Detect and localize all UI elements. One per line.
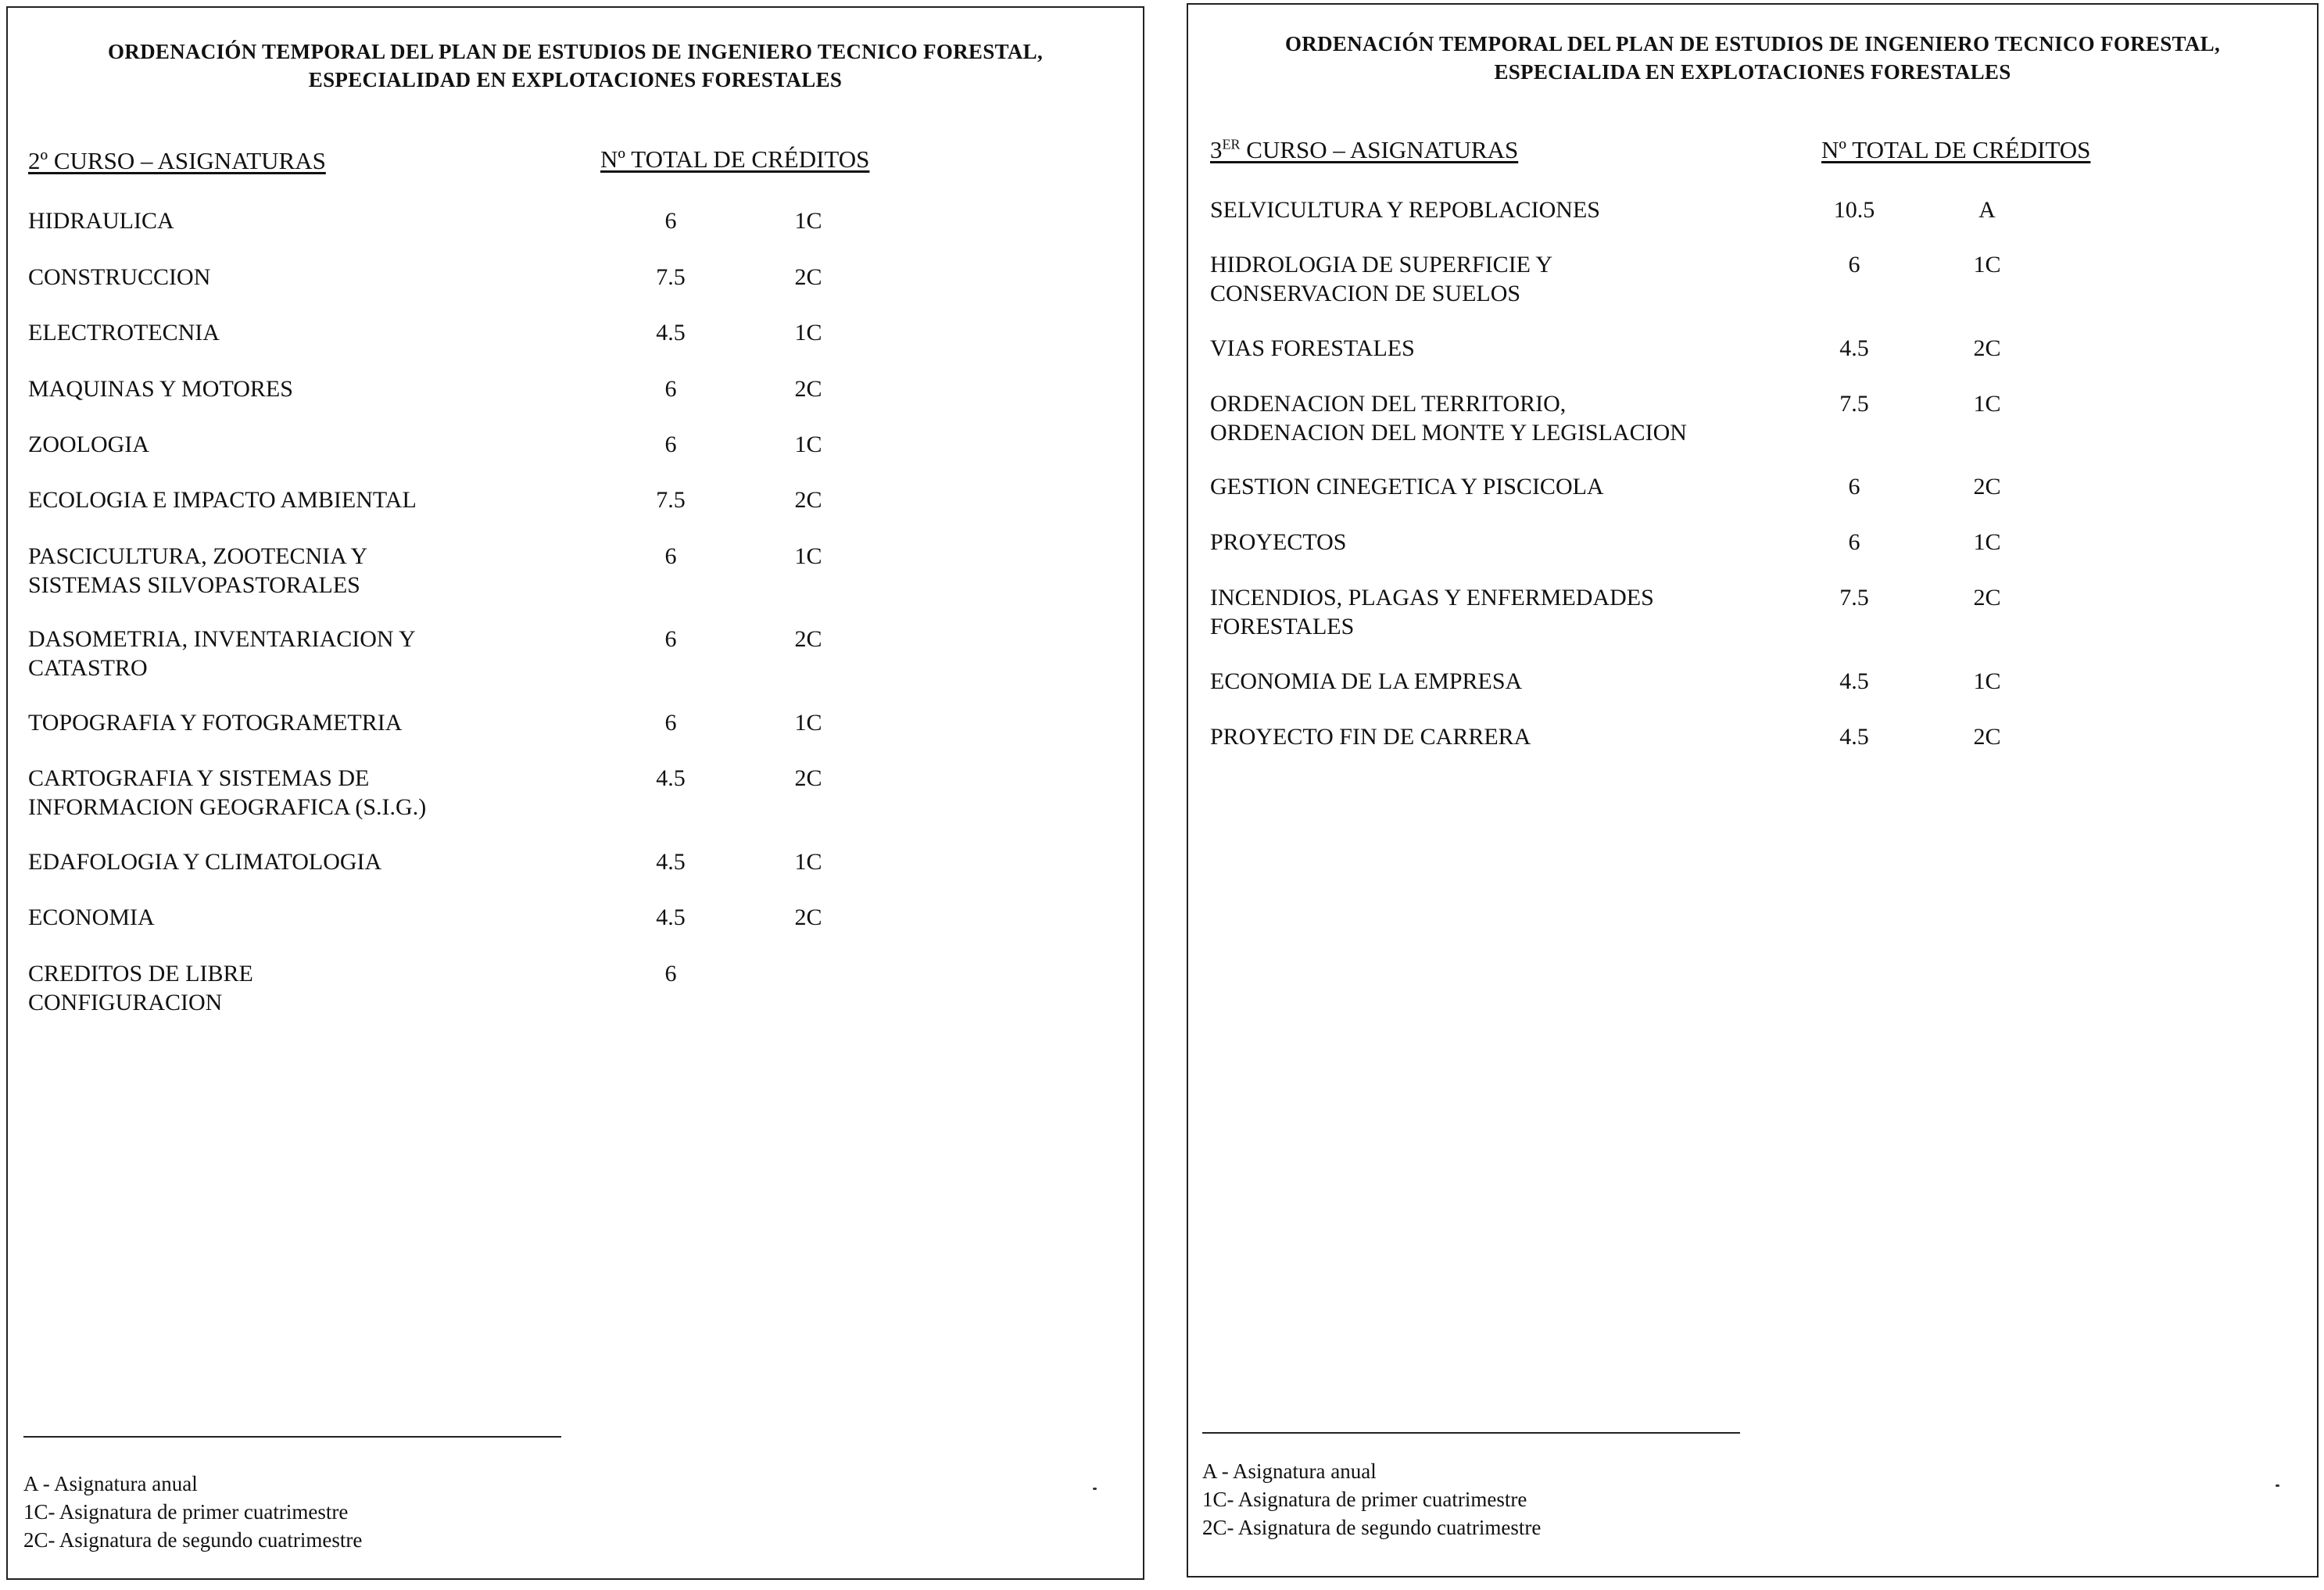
period-value: 1C [1973, 391, 2001, 417]
subject-name: ORDENACION DEL TERRITORIO, ORDENACION DEL MONTE Y LEGISLACION [1210, 391, 1687, 446]
scan-speck [1093, 1488, 1097, 1490]
subject-name: VIAS FORESTALES [1210, 335, 1415, 361]
period-value: 1C [794, 710, 822, 736]
period-value: 1C [794, 432, 822, 457]
subject-name: CONSTRUCCION [28, 264, 211, 290]
period-value: 2C [794, 765, 822, 791]
footnote-divider [1202, 1432, 1740, 1434]
credits-value: 7.5 [1839, 585, 1869, 611]
period-value: 2C [794, 904, 822, 930]
header-course-superscript: ER [1222, 136, 1241, 152]
subject-name: PROYECTO FIN DE CARRERA [1210, 724, 1531, 750]
period-value: 2C [794, 264, 822, 290]
period-value: 1C [1973, 529, 2001, 555]
subjects-header [1210, 136, 1518, 164]
credits-value: 4.5 [656, 849, 686, 875]
header-course-label: CURSO – ASIGNATURAS [1240, 136, 1519, 163]
subject-name: INCENDIOS, PLAGAS Y ENFERMEDADES FORESTALES [1210, 585, 1654, 639]
footnote-divider [23, 1436, 561, 1438]
legend-item: 2C- Asignatura de segundo cuatrimestre [1202, 1516, 1542, 1539]
credits-value: 6 [664, 376, 677, 402]
subject-name: ECONOMIA [28, 904, 155, 930]
credits-value: 6 [664, 626, 677, 652]
title-line-2: ESPECIALIDAD EN EXPLOTACIONES FORESTALES [308, 68, 843, 91]
title-line-1: ORDENACIÓN TEMPORAL DEL PLAN DE ESTUDIOS DE INGENIERO TECNICO FORESTAL, [107, 40, 1044, 63]
period-value: 2C [1973, 474, 2001, 500]
period-value: 2C [1973, 724, 2001, 750]
period-value: 2C [794, 626, 822, 652]
subject-name: CARTOGRAFIA Y SISTEMAS DE INFORMACION GEOGRAFICA (S.I.G.) [28, 765, 427, 820]
period-value: A [1978, 197, 1996, 223]
scan-speck [2276, 1484, 2279, 1487]
period-value: 1C [794, 208, 822, 234]
subject-name: HIDROLOGIA DE SUPERFICIE Y CONSERVACION DE SUELOS [1210, 252, 1553, 306]
period-value: 1C [794, 543, 822, 569]
subject-name: ZOOLOGIA [28, 432, 149, 457]
credits-value: 6 [664, 432, 677, 457]
page-title [8, 38, 1143, 94]
credits-value: 4.5 [1839, 335, 1869, 361]
title-line-2: ESPECIALIDA EN EXPLOTACIONES FORESTALES [1494, 60, 2011, 84]
subject-name: DASOMETRIA, INVENTARIACION Y CATASTRO [28, 626, 416, 681]
credits-value: 6 [664, 543, 677, 569]
credits-value: 4.5 [656, 765, 686, 791]
credits-value: 4.5 [1839, 724, 1869, 750]
credits-header: Nº TOTAL DE CRÉDITOS [600, 145, 870, 173]
credits-header: Nº TOTAL DE CRÉDITOS [1821, 136, 2091, 163]
credits-value: 4.5 [656, 904, 686, 930]
credits-value: 6 [1848, 474, 1860, 500]
legend-item: A - Asignatura anual [23, 1472, 198, 1495]
subject-name: PROYECTOS [1210, 529, 1347, 555]
period-value: 2C [1973, 335, 2001, 361]
subject-name: GESTION CINEGETICA Y PISCICOLA [1210, 474, 1604, 500]
subject-name: ECONOMIA DE LA EMPRESA [1210, 668, 1523, 694]
subject-name: TOPOGRAFIA Y FOTOGRAMETRIA [28, 710, 403, 736]
title-line-1: ORDENACIÓN TEMPORAL DEL PLAN DE ESTUDIOS DE INGENIERO TECNICO FORESTAL, [1284, 32, 2221, 56]
legend [23, 1470, 362, 1554]
credits-value: 4.5 [656, 320, 686, 346]
legend-item: 2C- Asignatura de segundo cuatrimestre [23, 1528, 363, 1552]
subject-name: EDAFOLOGIA Y CLIMATOLOGIA [28, 849, 382, 875]
subject-name: PASCICULTURA, ZOOTECNIA Y SISTEMAS SILVOPASTORALES [28, 543, 368, 598]
subject-name: MAQUINAS Y MOTORES [28, 376, 293, 402]
credits-value: 7.5 [656, 264, 686, 290]
credits-value: 7.5 [1839, 391, 1869, 417]
page-right-third-year [1187, 3, 2319, 1577]
credits-value: 6 [664, 961, 677, 987]
subject-name: ECOLOGIA E IMPACTO AMBIENTAL [28, 487, 417, 513]
period-value: 2C [1973, 585, 2001, 611]
period-value: 1C [1973, 668, 2001, 694]
legend [1202, 1457, 1541, 1542]
period-value: 2C [794, 376, 822, 402]
credits-value: 10.5 [1833, 197, 1875, 223]
period-value: 1C [794, 320, 822, 346]
credits-value: 6 [664, 208, 677, 234]
legend-item: A - Asignatura anual [1202, 1459, 1377, 1483]
subject-name: CREDITOS DE LIBRE CONFIGURACION [28, 961, 253, 1015]
subject-name: HIDRAULICA [28, 208, 174, 234]
period-value: 2C [794, 487, 822, 513]
page-left-second-year [6, 6, 1144, 1580]
credits-value: 7.5 [656, 487, 686, 513]
legend-item: 1C- Asignatura de primer cuatrimestre [1202, 1488, 1527, 1511]
period-value: 1C [1973, 252, 2001, 278]
credits-value: 6 [1848, 252, 1860, 278]
subjects-header: 2º CURSO – ASIGNATURAS [28, 147, 326, 174]
period-value: 1C [794, 849, 822, 875]
legend-item: 1C- Asignatura de primer cuatrimestre [23, 1500, 349, 1524]
page-title [1188, 30, 2317, 86]
subject-name: SELVICULTURA Y REPOBLACIONES [1210, 197, 1600, 223]
subject-name: ELECTROTECNIA [28, 320, 220, 346]
credits-value: 6 [664, 710, 677, 736]
header-course-number: 3 [1210, 136, 1223, 163]
credits-value: 6 [1848, 529, 1860, 555]
credits-value: 4.5 [1839, 668, 1869, 694]
